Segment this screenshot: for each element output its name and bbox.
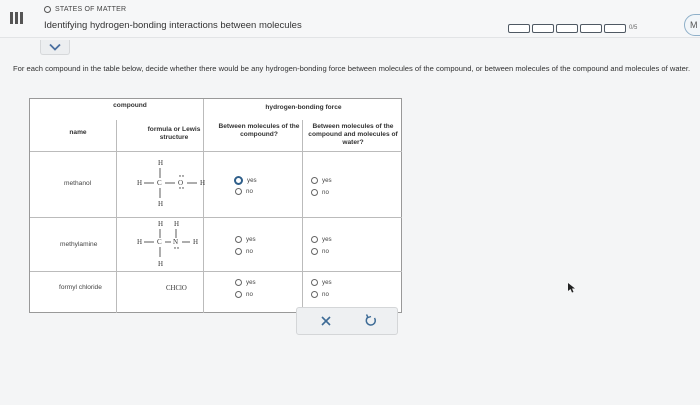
- methylamine-compound-no[interactable]: no: [235, 248, 253, 255]
- between-compound-header: Between molecules of the compound?: [218, 123, 300, 138]
- formyl-chloride-water-no[interactable]: no: [311, 291, 329, 298]
- force-group-header: hydrogen-bonding force: [265, 104, 342, 111]
- lewis-atom: H: [137, 238, 143, 246]
- collapse-button[interactable]: [40, 40, 70, 55]
- radio-icon: [235, 188, 242, 195]
- lewis-atom: H: [158, 260, 164, 268]
- row-name-methylamine: methylamine: [60, 241, 98, 248]
- lewis-atom: H: [158, 200, 164, 208]
- radio-icon: [235, 279, 242, 286]
- radio-icon: [311, 177, 318, 184]
- radio-icon: [311, 248, 318, 255]
- methanol-compound-no[interactable]: no: [235, 188, 253, 195]
- progress-segment: [508, 24, 530, 33]
- formyl-chloride-formula: CHClO: [166, 285, 187, 292]
- formyl-chloride-water-yes[interactable]: yes: [311, 279, 332, 286]
- corner-button[interactable]: M: [684, 14, 700, 36]
- topic-label: STATES OF MATTER: [44, 6, 126, 13]
- row-name-methanol: methanol: [64, 180, 92, 187]
- progress-segment: [532, 24, 554, 33]
- lewis-atom: C: [157, 238, 162, 246]
- progress-segment: [580, 24, 602, 33]
- progress-segment: [604, 24, 626, 33]
- menu-button[interactable]: [2, 3, 30, 33]
- radio-icon: [234, 176, 243, 185]
- radio-icon: [311, 189, 318, 196]
- radio-icon: [311, 291, 318, 298]
- methylamine-lewis-structure: [134, 219, 214, 271]
- lewis-atom: O: [178, 179, 184, 187]
- lewis-atom: H: [137, 179, 143, 187]
- mouse-cursor-icon: [568, 283, 576, 293]
- chevron-down-icon: [49, 43, 61, 51]
- formula-header: formula or Lewis structure: [147, 126, 201, 141]
- menu-icon: [10, 12, 13, 24]
- methylamine-water-no[interactable]: no: [311, 248, 329, 255]
- radio-icon: [235, 291, 242, 298]
- methylamine-water-yes[interactable]: yes: [311, 236, 332, 243]
- compound-group-header: compound: [113, 102, 147, 109]
- page-title: Identifying hydrogen-bonding interactions between molecules: [44, 20, 302, 31]
- methanol-water-yes[interactable]: yes: [311, 177, 332, 184]
- methanol-water-no[interactable]: no: [311, 189, 329, 196]
- formyl-chloride-compound-yes[interactable]: yes: [235, 279, 256, 286]
- methanol-compound-yes[interactable]: yes: [234, 176, 257, 185]
- name-header: name: [69, 129, 87, 136]
- radio-icon: [235, 248, 242, 255]
- compound-table: [29, 98, 402, 313]
- lewis-atom: N: [173, 238, 179, 246]
- progress-bar: [508, 24, 626, 33]
- lewis-atom: H: [158, 159, 164, 167]
- progress-segment: [556, 24, 578, 33]
- lewis-atom: H: [193, 238, 199, 246]
- lewis-atom: C: [157, 179, 162, 187]
- topic-circle-icon: [44, 6, 51, 13]
- undo-icon[interactable]: [364, 313, 378, 327]
- row-name-formyl-chloride: formyl chloride: [59, 284, 102, 291]
- close-icon[interactable]: [319, 314, 333, 328]
- lewis-atom: H: [174, 220, 180, 228]
- instructions: For each compound in the table below, decide whether there would be any hydrogen-bonding force between molecules of the compound, or between molecules of the compound and molecules of water.: [13, 64, 691, 73]
- lewis-atom: H: [200, 179, 206, 187]
- formyl-chloride-compound-no[interactable]: no: [235, 291, 253, 298]
- action-toolbar: [296, 307, 398, 335]
- methylamine-compound-yes[interactable]: yes: [235, 236, 256, 243]
- radio-icon: [235, 236, 242, 243]
- lewis-atom: H: [158, 220, 164, 228]
- progress-label: 0/5: [629, 25, 638, 31]
- between-water-header: Between molecules of the compound and molecules of water?: [308, 123, 398, 146]
- radio-icon: [311, 279, 318, 286]
- radio-icon: [311, 236, 318, 243]
- methanol-lewis-structure: [134, 156, 214, 212]
- top-bar: [0, 0, 700, 38]
